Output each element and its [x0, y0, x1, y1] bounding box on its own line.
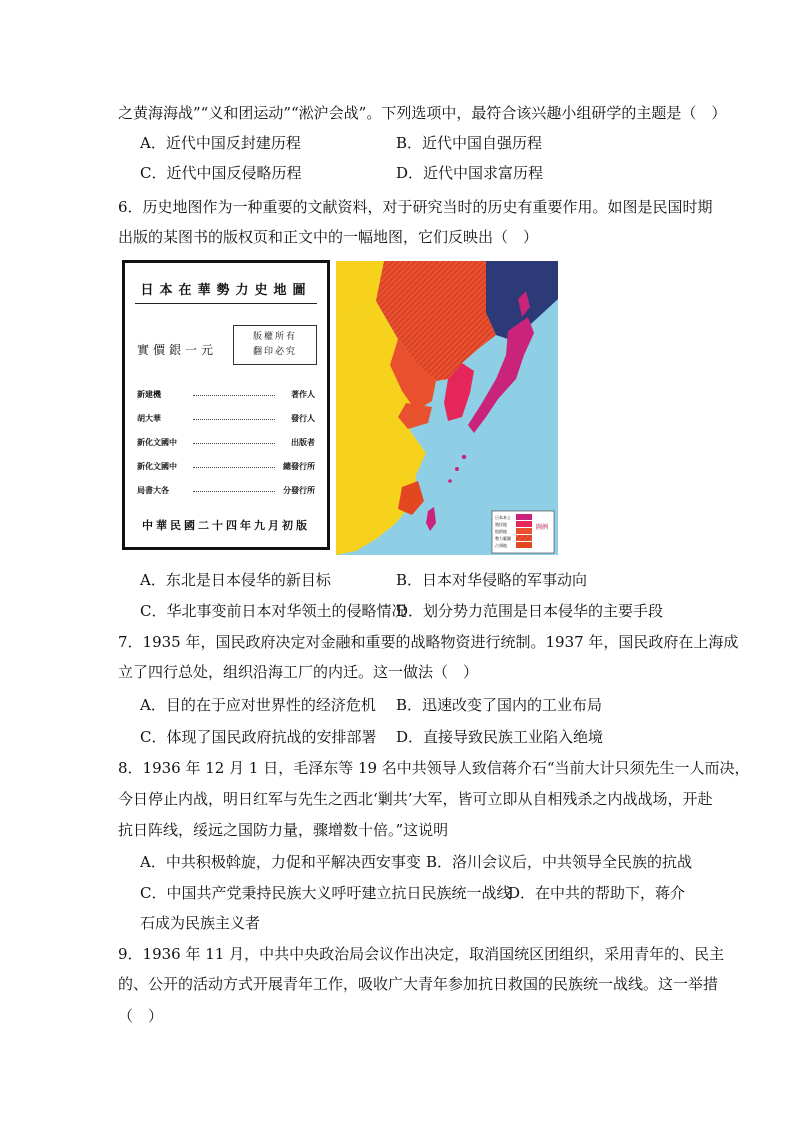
copyright-page-image [122, 260, 330, 550]
q7-option-c[interactable]: C．体现了国民政府抗战的安排部署 [140, 728, 377, 746]
map-ryukyu-island [448, 479, 452, 483]
q6-option-d[interactable]: D．划分势力范围是日本侵华的主要手段 [396, 602, 664, 620]
q9-stem-line-2: 的、公开的活动方式开展青年工作，吸收广大青年参加抗日救国的民族统一战线。这一举措 [118, 975, 719, 993]
copyright-row-right: 分發行所 [283, 485, 315, 495]
map-legend-swatch-japan [516, 514, 532, 520]
copyright-row-left: 新化文國中 [137, 437, 177, 447]
copyright-reserved-line-1: 版權所有 [252, 332, 297, 342]
copyright-row-left: 新化文國中 [137, 461, 177, 471]
map-ryukyu-island [462, 455, 466, 459]
copyright-row-dots [193, 419, 275, 420]
q5-stem-tail: 之黄海海战”“义和团运动”“淞沪会战”。下列选项中，最符合该兴趣小组研学的主题是（ ） [118, 104, 727, 122]
copyright-row-dots [193, 491, 275, 492]
q9-stem-line-1: 9．1936 年 11 月，中共中央政治局会议作出决定，取消国统区团组织，采用青年的、民主 [118, 945, 725, 963]
copyright-row [137, 483, 315, 499]
q8-stem-line-2: 今日停止内战，明日红军与先生之西北‘剿共’大军，皆可立即从自相残杀之内战战场，开赴 [118, 790, 713, 808]
q8-option-a[interactable]: A．中共积极斡旋，力促和平解决西安事变 [140, 853, 421, 871]
q7-option-b[interactable]: B．迅速改变了国内的工业布局 [396, 696, 603, 714]
q8-option-c[interactable]: C．中国共产党秉持民族大义呼吁建立抗日民族统一战线 [140, 884, 512, 902]
copyright-row-right: 發行人 [291, 413, 315, 423]
copyright-divider [135, 303, 317, 304]
copyright-row [137, 459, 315, 475]
map-legend-label: 殖民地 [495, 522, 507, 527]
copyright-row [137, 411, 315, 427]
q6-option-c[interactable]: C．华北事变前日本对华领土的侵略情况 [140, 602, 407, 620]
q7-option-d[interactable]: D．直接导致民族工业陷入绝境 [396, 728, 604, 746]
q8-stem-line-1: 8．1936 年 12 月 1 日，毛泽东等 19 名中共领导人致信蒋介石“当前大计只须先生一人而决， [118, 759, 750, 777]
map-ryukyu-island [455, 467, 459, 471]
q5-option-a[interactable]: A．近代中国反封建历程 [140, 134, 301, 152]
q7-stem-line-2: 立了四行总处，组织沿海工厂的内迁。这一做法（ ） [118, 663, 479, 681]
copyright-row-right: 出版者 [291, 437, 315, 447]
copyright-reserved-box [233, 325, 317, 365]
q6-stem-line-2: 出版的某图书的版权页和正文中的一幅地图，它们反映出（ ） [118, 228, 539, 246]
map-legend-label: 占領地 [495, 543, 507, 548]
copyright-row-left: 胡大華 [137, 413, 161, 423]
q5-option-b[interactable]: B．近代中国自强历程 [396, 134, 543, 152]
map-legend-title: 圖例 [536, 524, 549, 531]
copyright-book-title: 日本在華勢力史地圖 [140, 283, 312, 298]
map-legend-label: 勢力範圍 [495, 536, 511, 541]
historical-map [336, 261, 558, 555]
q5-option-d[interactable]: D．近代中国求富历程 [396, 164, 544, 182]
q8-option-d-continued: 石成为民族主义者 [140, 914, 261, 932]
map-legend [492, 511, 554, 553]
q8-stem-line-3: 抗日阵线，绥远之国防力量，骤增数十倍。”这说明 [118, 821, 449, 839]
copyright-row-left: 新建機 [137, 389, 161, 399]
q6-option-a[interactable]: A．东北是日本侵华的新目标 [140, 571, 331, 589]
copyright-row [137, 387, 315, 403]
copyright-publication-date: 中華民國二十四年九月初版 [142, 519, 310, 532]
q7-stem-line-1: 7．1935 年，国民政府决定对金融和重要的战略物资进行统制。1937 年，国民政府在上海成 [118, 633, 739, 651]
map-legend-swatch-occupied [516, 542, 532, 548]
q5-option-c[interactable]: C．近代中国反侵略历程 [140, 164, 302, 182]
copyright-row [137, 435, 315, 451]
copyright-price: 實價銀一元 [137, 343, 218, 357]
copyright-row-dots [193, 395, 275, 396]
copyright-reserved-line-2: 翻印必究 [252, 347, 297, 357]
map-legend-swatch-leased [516, 528, 532, 534]
map-legend-swatch-colony [516, 521, 532, 527]
q8-option-d[interactable]: D．在中共的帮助下，蒋介 [508, 884, 686, 902]
q8-option-b[interactable]: B．洛川会议后，中共领导全民族的抗战 [426, 853, 693, 871]
copyright-row-right: 著作人 [291, 389, 315, 399]
map-legend-label: 日本本土 [495, 515, 511, 520]
copyright-row-right: 總發行所 [283, 461, 315, 471]
map-legend-label: 租借地 [495, 529, 507, 534]
copyright-row-left: 局書大各 [137, 485, 169, 495]
q6-option-b[interactable]: B．日本对华侵略的军事动向 [396, 571, 588, 589]
q9-stem-line-3: （ ） [118, 1007, 164, 1025]
q7-option-a[interactable]: A．目的在于应对世界性的经济危机 [140, 696, 376, 714]
q6-stem-line-1: 6．历史地图作为一种重要的文献资料，对于研究当时的历史有重要作用。如图是民国时期 [118, 198, 713, 216]
copyright-row-dots [193, 467, 275, 468]
map-legend-swatch-sphere [516, 535, 532, 541]
copyright-row-dots [193, 443, 275, 444]
